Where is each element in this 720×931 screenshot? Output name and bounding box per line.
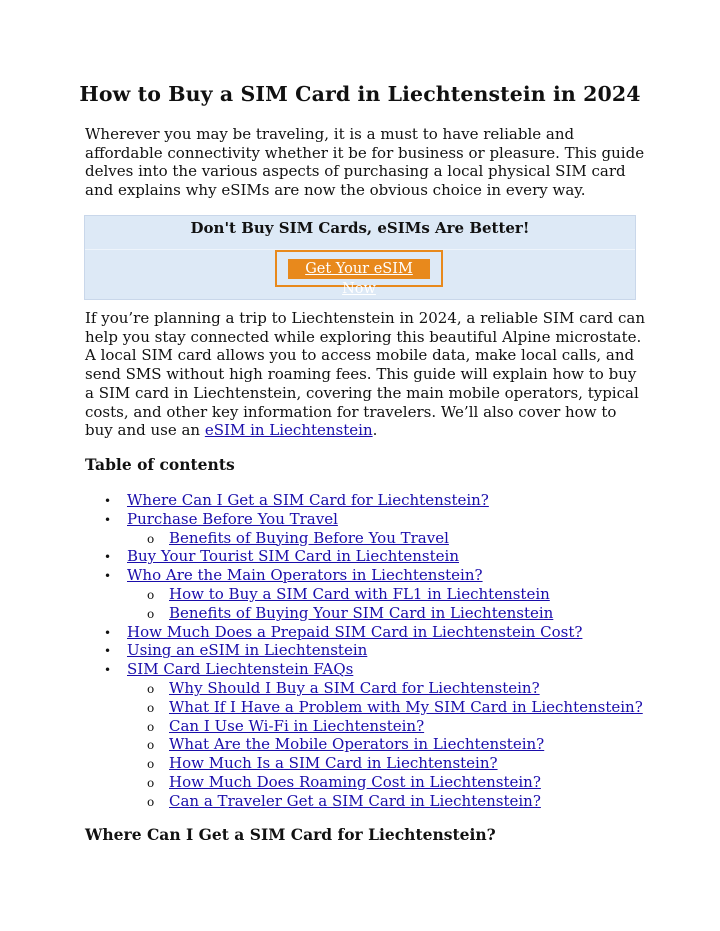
toc-item [85,547,665,566]
body-text: If you’re planning a trip to Liechtenstein in 2024, a reliable SIM card can help you stay connected while exploring this beautiful Alpine microstate. A local SIM card allows you to access mobile data, make local calls, and send SMS without high roaming fees. This guide will explain how to buy a SIM card in Liechtenstein, covering the main mobile operators, typical costs, and other key information for travelers. We’ll also cover how to buy and use an [85,309,645,440]
disc-bullet-icon: • [104,569,112,584]
disc-bullet-icon: • [104,512,112,527]
toc-item [85,754,665,773]
toc-link[interactable]: Benefits of Buying Your SIM Card in Liechtenstein [169,603,554,622]
toc-link[interactable]: Purchase Before You Travel [127,509,338,528]
body-paragraph [85,309,645,440]
toc-link[interactable]: Benefits of Buying Before You Travel [169,528,449,547]
circle-bullet-icon: o [147,775,155,790]
toc-item [85,491,665,510]
circle-bullet-icon: o [147,606,155,621]
disc-bullet-icon: • [104,625,112,640]
toc-link[interactable]: Using an eSIM in Liechtenstein [127,641,368,660]
toc-item [85,717,665,736]
toc-item [85,604,665,623]
toc-item [85,529,665,548]
circle-bullet-icon: o [147,794,155,809]
toc-item [85,623,665,642]
section-heading: Where Can I Get a SIM Card for Liechtenstein? [85,825,496,844]
circle-bullet-icon: o [147,738,155,753]
esim-promo-box [84,215,636,300]
circle-bullet-icon: o [147,587,155,602]
toc-heading: Table of contents [85,455,235,474]
disc-bullet-icon: • [104,644,112,659]
toc-link[interactable]: Can a Traveler Get a SIM Card in Liechtenstein? [169,791,541,810]
table-of-contents [85,491,665,811]
toc-item [85,641,665,660]
toc-link[interactable]: How Much Does Roaming Cost in Liechtenstein? [169,772,541,791]
circle-bullet-icon: o [147,531,155,546]
toc-link[interactable]: Who Are the Main Operators in Liechtenstein? [127,566,483,585]
circle-bullet-icon: o [147,757,155,772]
toc-item [85,566,665,585]
toc-item [85,585,665,604]
toc-link[interactable]: SIM Card Liechtenstein FAQs [127,660,354,679]
disc-bullet-icon: • [104,663,112,678]
toc-item [85,792,665,811]
toc-item [85,510,665,529]
toc-link[interactable]: What If I Have a Problem with My SIM Card in Liechtenstein? [169,697,643,716]
toc-item [85,773,665,792]
toc-link[interactable]: How Much Is a SIM Card in Liechtenstein? [169,754,498,773]
toc-link[interactable]: How Much Does a Prepaid SIM Card in Liechtenstein Cost? [127,622,583,641]
esim-liechtenstein-link[interactable]: eSIM in Liechtenstein [204,421,373,440]
intro-paragraph: Wherever you may be traveling, it is a must to have reliable and affordable connectivity whether it be for business or pleasure. This guide delves into the various aspects of purchasing a local physical SIM card and explains why eSIMs are now the obvious choice in every way. [85,125,645,200]
toc-link[interactable]: What Are the Mobile Operators in Liechtenstein? [169,735,545,754]
get-esim-button[interactable] [275,250,443,297]
disc-bullet-icon: • [104,494,112,508]
circle-bullet-icon: o [147,719,155,734]
body-text-end: . [372,421,378,440]
get-esim-button-label[interactable]: Get Your eSIM Now [305,261,413,297]
disc-bullet-icon: • [104,550,112,565]
circle-bullet-icon: o [147,681,155,696]
toc-item [85,660,665,679]
toc-link[interactable]: Can I Use Wi-Fi in Liechtenstein? [169,716,425,735]
toc-link[interactable]: Buy Your Tourist SIM Card in Liechtenstein [127,547,459,566]
circle-bullet-icon: o [147,700,155,715]
toc-item [85,698,665,717]
page-title: How to Buy a SIM Card in Liechtenstein in 2024 [79,82,641,106]
toc-item [85,679,665,698]
toc-link[interactable]: How to Buy a SIM Card with FL1 in Liechtenstein [169,584,550,603]
toc-item [85,735,665,754]
toc-link[interactable]: Why Should I Buy a SIM Card for Liechtenstein? [169,678,540,697]
promo-heading: Don't Buy SIM Cards, eSIMs Are Better! [190,219,530,237]
toc-link[interactable]: Where Can I Get a SIM Card for Liechtenstein? [127,491,489,509]
